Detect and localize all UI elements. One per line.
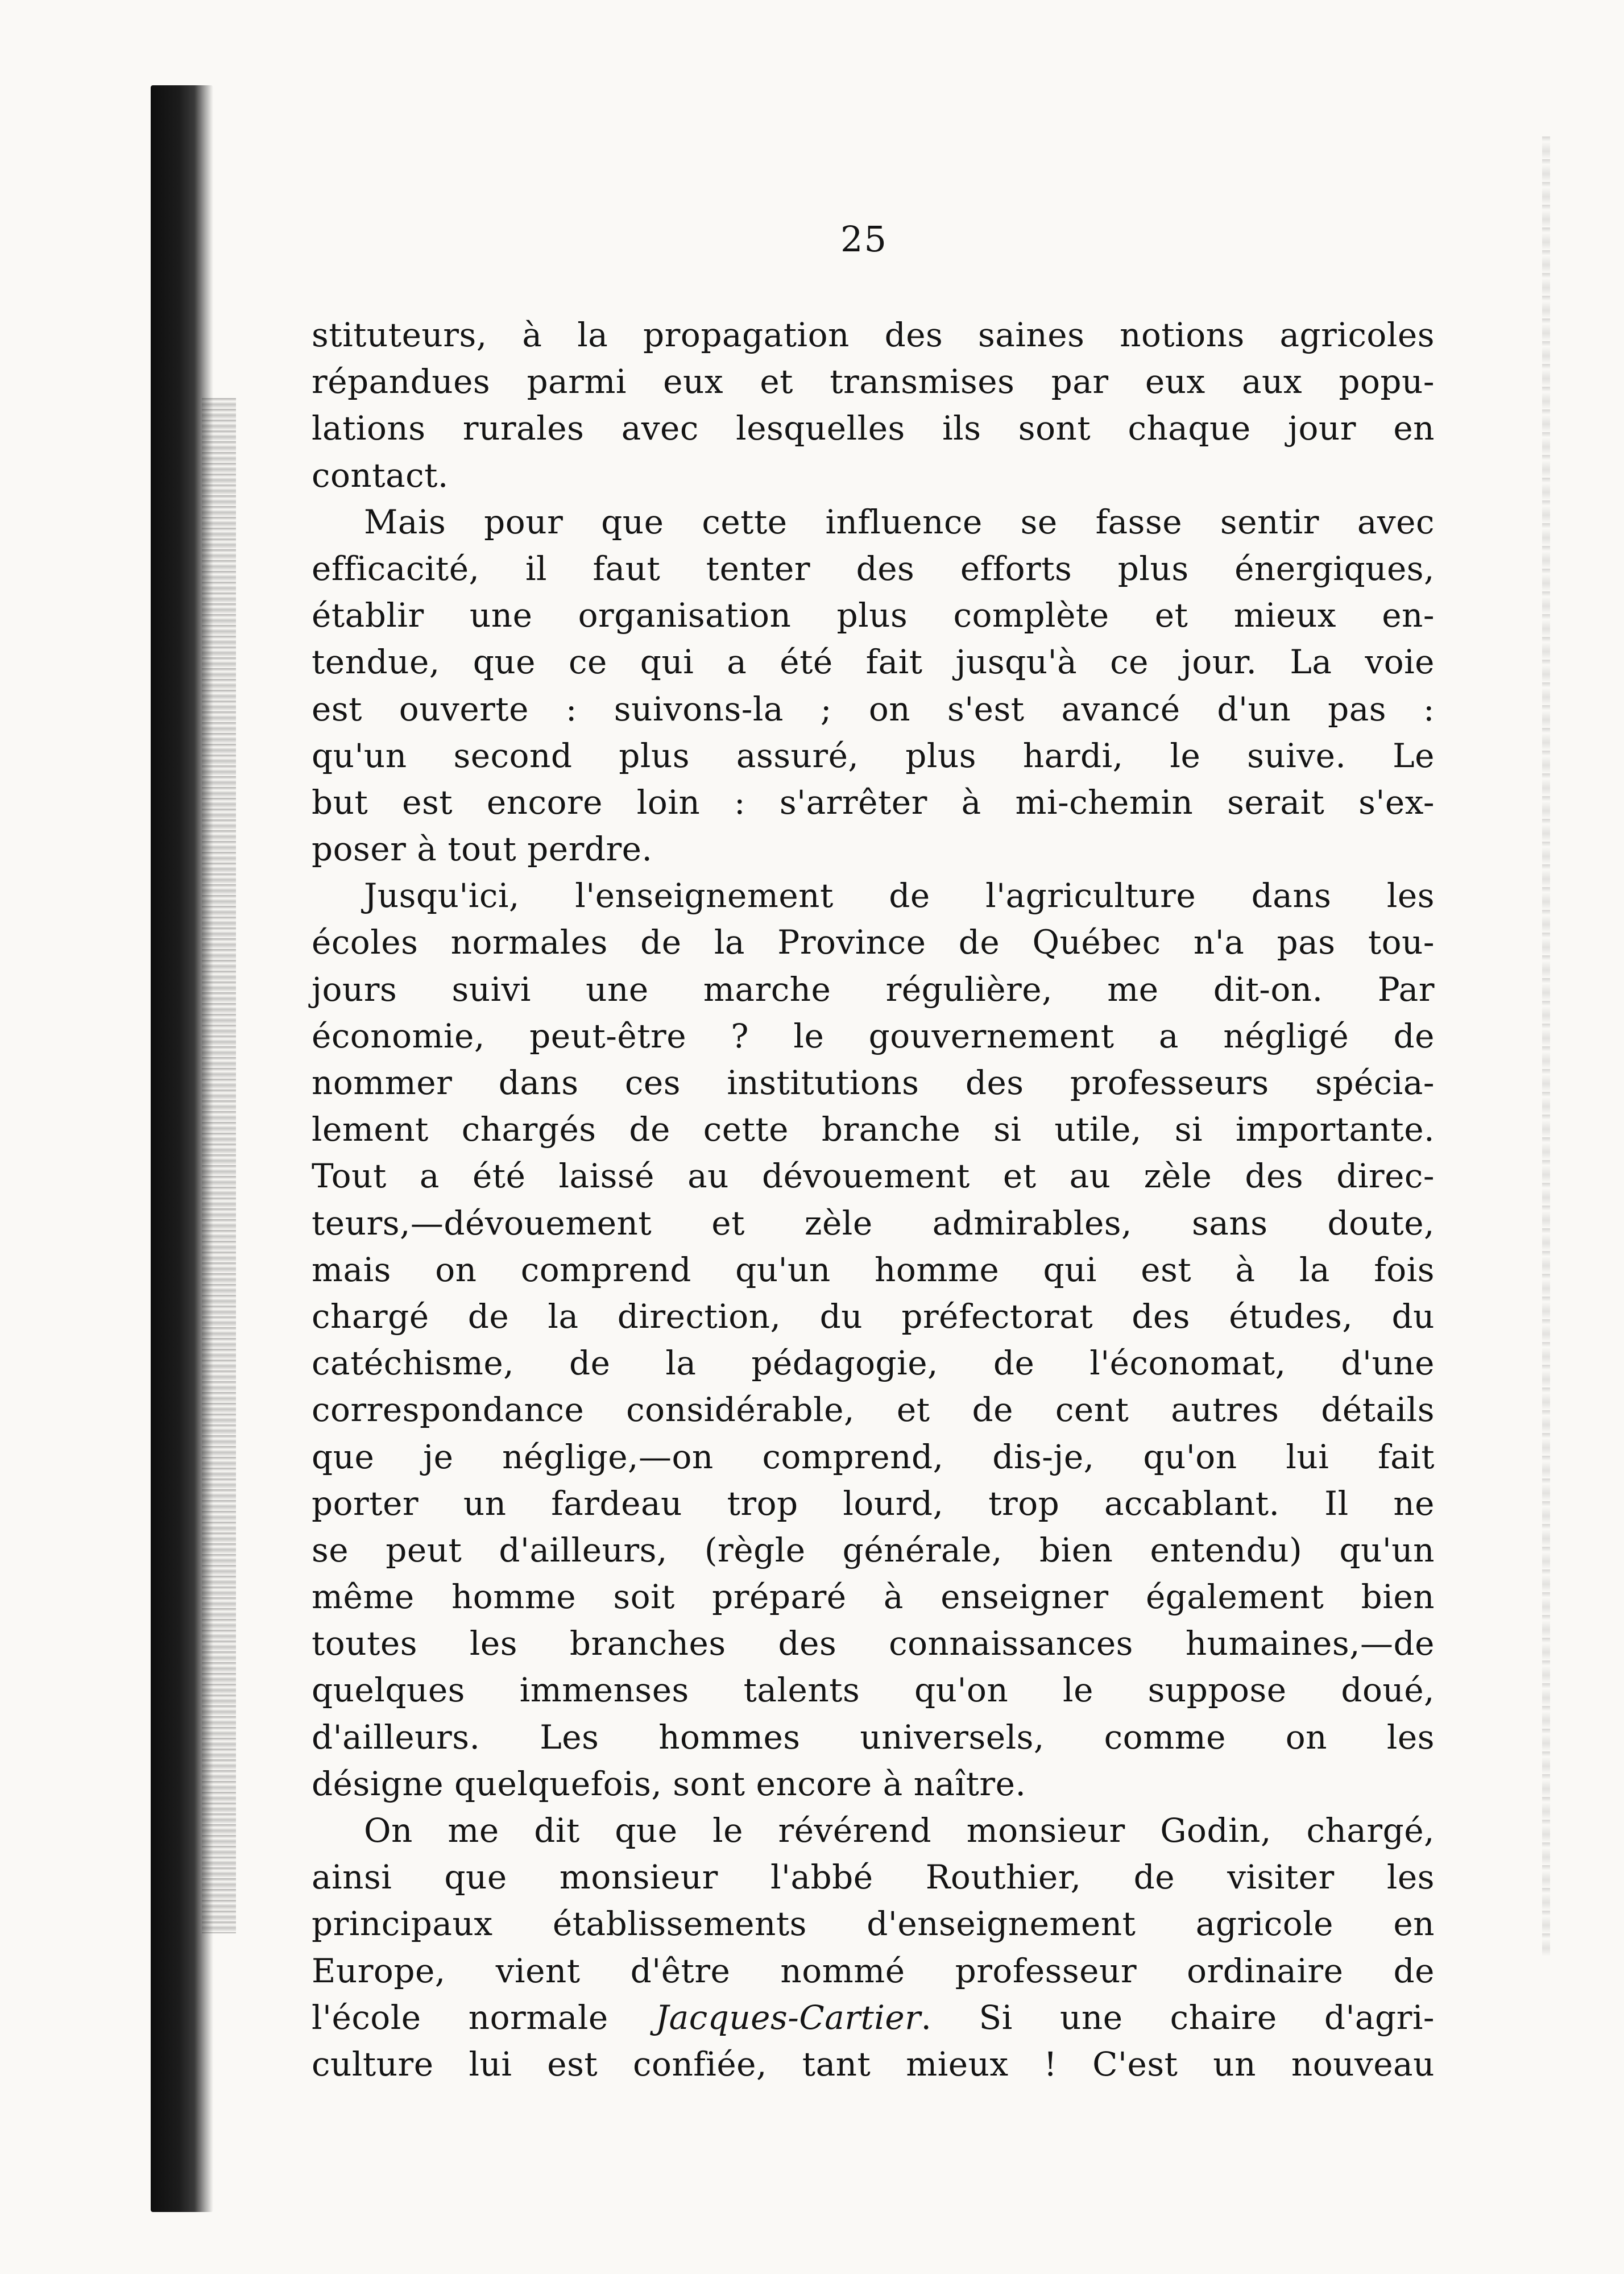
- text-line: efficacité, il faut tenter des efforts plus énergiques,: [312, 549, 1435, 588]
- text-line: culture lui est confiée, tant mieux ! C'est un nouveau: [312, 2044, 1435, 2084]
- text-line: Tout a été laissé au dévouement et au zèle des direc-: [312, 1157, 1435, 1196]
- text-line: chargé de la direction, du préfectorat des études, du: [312, 1297, 1435, 1336]
- italic-segment: Jacques-Cartier: [655, 1998, 921, 2037]
- text-line: est ouverte : suivons-la ; on s'est avancé d'un pas :: [312, 689, 1435, 728]
- text-line: se peut d'ailleurs, (règle générale, bien entendu) qu'un: [312, 1530, 1435, 1569]
- text-line: que je néglige,—on comprend, dis-je, qu'on lui fait: [312, 1437, 1435, 1476]
- text-line: nommer dans ces institutions des professeurs spécia-: [312, 1063, 1435, 1102]
- text-line: mais on comprend qu'un homme qui est à la fois: [312, 1250, 1435, 1289]
- text-line: principaux établissements d'enseignement agricole en: [312, 1904, 1435, 1944]
- right-edge-noise: [1542, 136, 1550, 1956]
- text-line: On me dit que le révérend monsieur Godin, chargé,: [364, 1811, 1435, 1850]
- text-line: d'ailleurs. Les hommes universels, comme on les: [312, 1717, 1435, 1757]
- body-text: [312, 312, 1435, 2087]
- text-line: quelques immenses talents qu'on le suppose doué,: [312, 1671, 1435, 1710]
- text-line: poser à tout perdre.: [312, 830, 653, 869]
- text-segment: l'école normale: [312, 1998, 656, 2037]
- text-line: teurs,—dévouement et zèle admirables, sans doute,: [312, 1203, 1435, 1242]
- text-line: répandues parmi eux et transmises par eux aux popu-: [312, 362, 1435, 401]
- text-line: lement chargés de cette branche si utile, si importante.: [312, 1110, 1435, 1149]
- text-segment: . Si une chaire d'agri-: [921, 1998, 1435, 2037]
- text-line: stituteurs, à la propagation des saines notions agricoles: [312, 316, 1435, 354]
- text-line: Jusqu'ici, l'enseignement de l'agriculture dans les: [364, 876, 1435, 916]
- text-line: catéchisme, de la pédagogie, de l'économat, d'une: [312, 1344, 1435, 1383]
- text-line: Mais pour que cette influence se fasse sentir avec: [364, 502, 1435, 541]
- text-line: but est encore loin : s'arrêter à mi-chemin serait s'ex-: [312, 782, 1435, 822]
- text-line: économie, peut-être ? le gouvernement a négligé de: [312, 1016, 1435, 1055]
- text-line: correspondance considérable, et de cent autres détails: [312, 1390, 1435, 1430]
- text-line: toutes les branches des connaissances humaines,—de: [312, 1624, 1435, 1663]
- text-line: tendue, que ce qui a été fait jusqu'à ce jour. La voie: [312, 643, 1435, 682]
- page-number: 25: [840, 218, 888, 260]
- text-line: contact.: [312, 455, 449, 495]
- text-line: même homme soit préparé à enseigner également bien: [312, 1577, 1435, 1617]
- text-line: désigne quelquefois, sont encore à naître.: [312, 1764, 1026, 1803]
- text-line: jours suivi une marche régulière, me dit-on. Par: [312, 970, 1435, 1009]
- text-line: [312, 1994, 1435, 2041]
- text-line: ainsi que monsieur l'abbé Routhier, de visiter les: [312, 1858, 1435, 1897]
- text-line: porter un fardeau trop lourd, trop accablant. Il ne: [312, 1484, 1435, 1523]
- text-line: qu'un second plus assuré, plus hardi, le suive. Le: [312, 736, 1435, 775]
- text-line: écoles normales de la Province de Québec n'a pas tou-: [312, 923, 1435, 962]
- text-line: Europe, vient d'être nommé professeur ordinaire de: [312, 1951, 1435, 1990]
- text-line: lations rurales avec lesquelles ils sont chaque jour en: [312, 409, 1435, 448]
- text-line: établir une organisation plus complète et mieux en-: [312, 596, 1435, 635]
- binding-speckle-noise: [202, 398, 236, 1933]
